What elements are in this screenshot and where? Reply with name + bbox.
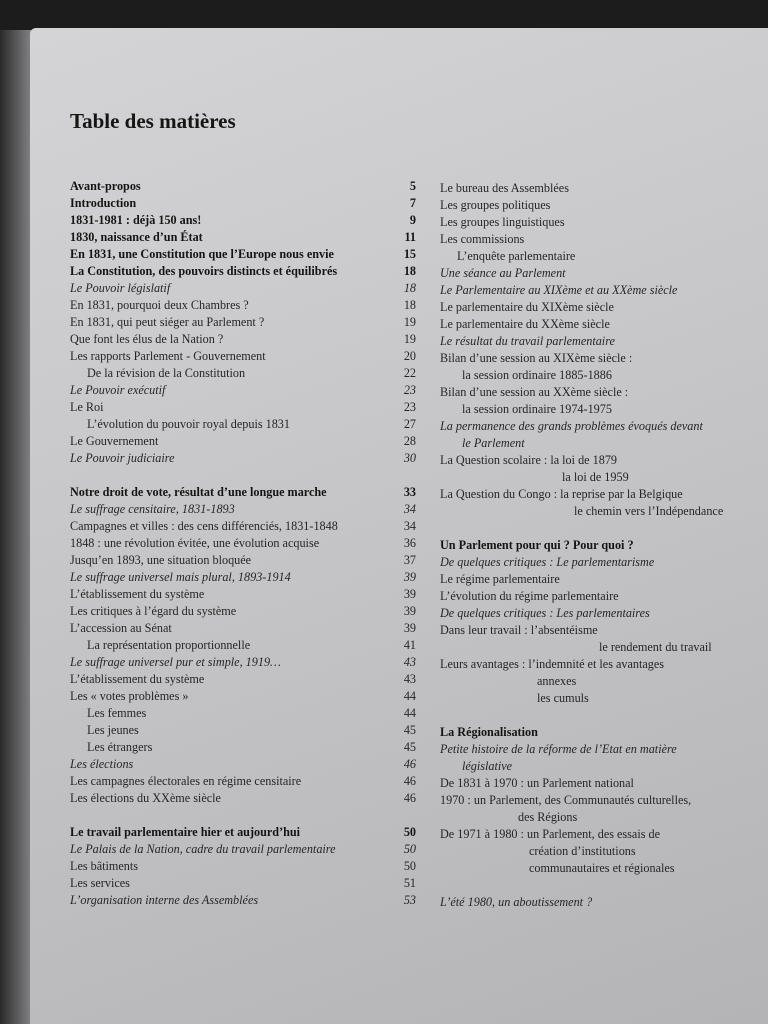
toc-entry-title: Le travail parlementaire hier et aujourd’hui (70, 825, 301, 839)
toc-entry (440, 554, 760, 571)
toc-page-number: 33 (403, 485, 416, 499)
toc-entry-title: Le régime parlementaire (440, 572, 560, 586)
toc-entry-title: Dans leur travail : l’absentéisme (440, 623, 598, 637)
toc-entry-title: Le Gouvernement (70, 434, 159, 448)
toc-entry (70, 603, 418, 620)
toc-entry (70, 773, 418, 790)
section-spacer (440, 707, 760, 724)
toc-page-number: 9 (409, 213, 416, 227)
toc-entry-title: 1970 : un Parlement, des Communautés culturelles, (440, 793, 692, 807)
toc-entry (440, 452, 760, 469)
toc-page-number: 34 (403, 502, 416, 516)
toc-entry-title: la session ordinaire 1974-1975 (462, 402, 612, 416)
toc-entry (70, 314, 418, 331)
toc-entry (440, 282, 760, 299)
toc-entry (440, 588, 760, 605)
toc-entry-title: Le Pouvoir judiciaire (70, 451, 175, 465)
toc-entry-title: Les élections du XXème siècle (70, 791, 221, 805)
toc-entry (70, 399, 418, 416)
toc-entry-title: Leurs avantages : l’indemnité et les avantages (440, 657, 665, 671)
toc-entry-title: les cumuls (537, 691, 589, 705)
toc-page-number: 28 (403, 434, 416, 448)
toc-page-number: 39 (403, 604, 416, 618)
toc-entry-title: annexes (537, 674, 577, 688)
section-spacer (70, 467, 418, 484)
toc-entry (70, 297, 418, 314)
toc-entry-title: De la révision de la Constitution (87, 366, 246, 380)
toc-entry (440, 367, 760, 384)
toc-entry-title: Le résultat du travail parlementaire (440, 334, 615, 348)
toc-page-number: 43 (403, 655, 416, 669)
toc-entry (440, 673, 760, 690)
toc-page-number: 50 (403, 859, 416, 873)
toc-page-number: 50 (403, 842, 416, 856)
toc-entry (440, 792, 760, 809)
toc-entry-title: La Régionalisation (440, 725, 538, 739)
toc-right-column (440, 180, 760, 911)
toc-entry-title: L’établissement du système (70, 587, 205, 601)
toc-page-number: 5 (409, 179, 416, 193)
toc-entry (70, 178, 418, 195)
toc-entry (440, 469, 760, 486)
toc-page-number: 20 (403, 349, 416, 363)
toc-entry (440, 316, 760, 333)
toc-entry (70, 654, 418, 671)
toc-page-number: 44 (403, 706, 416, 720)
toc-entry (70, 246, 418, 263)
toc-page-number: 34 (403, 519, 416, 533)
toc-entry (70, 722, 418, 739)
toc-entry (440, 605, 760, 622)
toc-entry (70, 688, 418, 705)
toc-page-number: 23 (403, 383, 416, 397)
toc-entry (440, 231, 760, 248)
toc-entry-title: L’évolution du régime parlementaire (440, 589, 619, 603)
toc-entry (440, 656, 760, 673)
toc-entry-title: De 1971 à 1980 : un Parlement, des essais de (440, 827, 661, 841)
toc-page-number: 18 (403, 281, 416, 295)
toc-entry-title: Le Parlementaire au XIXème et au XXème siècle (440, 283, 678, 297)
toc-entry-title: Le suffrage censitaire, 1831-1893 (70, 502, 235, 516)
toc-entry (440, 622, 760, 639)
toc-entry (440, 486, 760, 503)
toc-entry-title: L’évolution du pouvoir royal depuis 1831 (87, 417, 290, 431)
toc-entry (70, 841, 418, 858)
toc-entry (70, 824, 418, 841)
toc-entry-title: Introduction (70, 196, 137, 210)
toc-page-number: 51 (403, 876, 416, 890)
toc-entry-title: En 1831, qui peut siéger au Parlement ? (70, 315, 265, 329)
toc-entry-title: La Constitution, des pouvoirs distincts et équilibrés (70, 264, 338, 278)
toc-entry-title: Le parlementaire du XIXème siècle (440, 300, 614, 314)
toc-entry-title: La permanence des grands problèmes évoqués devant (440, 419, 703, 433)
toc-entry-title: le rendement du travail (599, 640, 712, 654)
toc-entry-title: création d’institutions (529, 844, 636, 858)
toc-entry-title: De quelques critiques : Le parlementarisme (440, 555, 655, 569)
toc-page-number: 36 (403, 536, 416, 550)
toc-entry (70, 518, 418, 535)
toc-entry-title: La représentation proportionnelle (87, 638, 251, 652)
toc-entry (440, 894, 760, 911)
toc-entry (70, 620, 418, 637)
toc-entry (70, 501, 418, 518)
toc-entry-title: Les femmes (87, 706, 147, 720)
toc-entry-title: Campagnes et villes : des cens différenciés, 1831-1848 (70, 519, 338, 533)
toc-entry-title: la session ordinaire 1885-1886 (462, 368, 612, 382)
toc-entry (440, 384, 760, 401)
toc-entry-title: L’organisation interne des Assemblées (70, 893, 259, 907)
toc-entry-title: Les bâtiments (70, 859, 139, 873)
toc-entry (70, 229, 418, 246)
toc-entry (70, 280, 418, 297)
toc-entry (440, 248, 760, 265)
toc-entry (440, 350, 760, 367)
toc-entry (70, 484, 418, 501)
toc-page-number: 30 (403, 451, 416, 465)
toc-entry (440, 860, 760, 877)
toc-entry (440, 690, 760, 707)
toc-page-number: 44 (403, 689, 416, 703)
toc-entry (70, 756, 418, 773)
toc-entry (70, 858, 418, 875)
toc-entry (70, 433, 418, 450)
toc-page-number: 39 (403, 587, 416, 601)
toc-entry (70, 348, 418, 365)
toc-entry (440, 639, 760, 656)
toc-entry-title: Le suffrage universel pur et simple, 1919… (70, 655, 281, 669)
toc-entry-title: 1830, naissance d’un État (70, 230, 203, 244)
toc-entry-title: Les groupes politiques (440, 198, 551, 212)
toc-entry (70, 790, 418, 807)
toc-page-number: 7 (409, 196, 416, 210)
toc-entry (70, 875, 418, 892)
toc-entry (70, 365, 418, 382)
toc-entry (440, 758, 760, 775)
section-spacer (440, 877, 760, 894)
toc-page-number: 18 (403, 298, 416, 312)
toc-entry (70, 382, 418, 399)
toc-entry-title: le chemin vers l’Indépendance (574, 504, 724, 518)
toc-page-number: 46 (403, 774, 416, 788)
toc-entry-title: Avant-propos (70, 179, 141, 193)
toc-entry-title: L’établissement du système (70, 672, 205, 686)
toc-entry-title: Petite histoire de la réforme de l’Etat en matière (440, 742, 677, 756)
toc-entry (70, 195, 418, 212)
toc-entry (70, 705, 418, 722)
toc-entry (440, 503, 760, 520)
toc-left-column (70, 178, 418, 909)
toc-entry-title: Le Roi (70, 400, 104, 414)
toc-entry (440, 809, 760, 826)
toc-page-number: 39 (403, 621, 416, 635)
toc-entry (70, 212, 418, 229)
toc-entry (70, 671, 418, 688)
toc-entry-title: Les « votes problèmes » (70, 689, 189, 703)
toc-page-number: 46 (403, 791, 416, 805)
toc-entry (440, 826, 760, 843)
toc-entry-title: La Question scolaire : la loi de 1879 (440, 453, 618, 467)
toc-entry-title: communautaires et régionales (529, 861, 675, 875)
toc-entry (440, 299, 760, 316)
toc-entry-title: Bilan d’une session au XIXème siècle : (440, 351, 633, 365)
toc-entry (70, 450, 418, 467)
toc-entry (70, 892, 418, 909)
toc-entry (440, 843, 760, 860)
toc-entry (440, 571, 760, 588)
toc-entry (70, 331, 418, 348)
toc-entry-title: L’accession au Sénat (70, 621, 172, 635)
toc-page-number: 43 (403, 672, 416, 686)
toc-entry (70, 535, 418, 552)
toc-entry (440, 197, 760, 214)
toc-entry-title: De 1831 à 1970 : un Parlement national (440, 776, 634, 790)
toc-entry-title: Un Parlement pour qui ? Pour quoi ? (440, 538, 634, 552)
toc-entry-title: Les services (70, 876, 130, 890)
toc-entry (440, 775, 760, 792)
toc-entry-title: Le parlementaire du XXème siècle (440, 317, 610, 331)
toc-entry (440, 537, 760, 554)
toc-page-number: 45 (403, 740, 416, 754)
toc-page-number: 19 (403, 315, 416, 329)
toc-page-number: 41 (403, 638, 416, 652)
toc-page-number: 39 (403, 570, 416, 584)
toc-entry-title: 1848 : une révolution évitée, une évolution acquise (70, 536, 320, 550)
toc-entry-title: la loi de 1959 (562, 470, 629, 484)
section-spacer (440, 520, 760, 537)
toc-entry-title: Le suffrage universel mais plural, 1893-1914 (70, 570, 291, 584)
toc-entry (440, 418, 760, 435)
toc-entry-title: législative (462, 759, 513, 773)
toc-entry (440, 333, 760, 350)
toc-page-number: 27 (403, 417, 416, 431)
page-title: Table des matières (70, 109, 236, 133)
toc-entry (70, 263, 418, 280)
toc-page-number: 53 (403, 893, 416, 907)
toc-entry-title: Le Pouvoir exécutif (70, 383, 166, 397)
toc-entry-title: Jusqu’en 1893, une situation bloquée (70, 553, 252, 567)
toc-page-number: 37 (403, 553, 416, 567)
toc-entry-title: La Question du Congo : la reprise par la Belgique (440, 487, 683, 501)
toc-page-number: 18 (403, 264, 416, 278)
toc-page-number: 46 (403, 757, 416, 771)
toc-entry-title: Bilan d’une session au XXème siècle : (440, 385, 629, 399)
toc-entry (440, 401, 760, 418)
toc-entry-title: Que font les élus de la Nation ? (70, 332, 224, 346)
toc-entry-title: Les élections (70, 757, 134, 771)
toc-entry-title: le Parlement (462, 436, 525, 450)
toc-entry (70, 416, 418, 433)
toc-entry (440, 724, 760, 741)
toc-entry-title: Le Palais de la Nation, cadre du travail parlementaire (70, 842, 336, 856)
toc-page-number: 19 (403, 332, 416, 346)
toc-entry (70, 637, 418, 654)
toc-entry-title: Les étrangers (87, 740, 153, 754)
toc-entry (70, 586, 418, 603)
toc-entry-title: Notre droit de vote, résultat d’une longue marche (70, 485, 327, 499)
toc-entry (440, 435, 760, 452)
toc-entry-title: En 1831, une Constitution que l’Europe nous envie (70, 247, 334, 261)
toc-entry-title: L’été 1980, un aboutissement ? (440, 895, 593, 909)
toc-entry-title: Les critiques à l’égard du système (70, 604, 237, 618)
toc-entry (70, 552, 418, 569)
toc-entry (70, 569, 418, 586)
toc-page-number: 15 (403, 247, 416, 261)
toc-entry-title: Le bureau des Assemblées (440, 181, 569, 195)
toc-entry (70, 739, 418, 756)
section-spacer (70, 807, 418, 824)
toc-page-number: 22 (403, 366, 416, 380)
toc-entry-title: Une séance au Parlement (440, 266, 566, 280)
toc-entry-title: Les campagnes électorales en régime censitaire (70, 774, 302, 788)
toc-entry (440, 214, 760, 231)
book-spine (0, 30, 34, 1024)
toc-entry-title: L’enquête parlementaire (457, 249, 576, 263)
toc-entry (440, 265, 760, 282)
toc-entry (440, 741, 760, 758)
toc-entry-title: des Régions (518, 810, 578, 824)
toc-entry-title: Les rapports Parlement - Gouvernement (70, 349, 266, 363)
toc-page-number: 50 (403, 825, 416, 839)
toc-page-number: 45 (403, 723, 416, 737)
toc-entry (440, 180, 760, 197)
toc-page-number: 23 (403, 400, 416, 414)
toc-page-number: 11 (404, 230, 416, 244)
toc-entry-title: En 1831, pourquoi deux Chambres ? (70, 298, 249, 312)
toc-entry-title: Les jeunes (87, 723, 139, 737)
toc-entry-title: De quelques critiques : Les parlementaires (440, 606, 650, 620)
toc-entry-title: 1831-1981 : déjà 150 ans! (70, 213, 202, 227)
toc-entry-title: Le Pouvoir législatif (70, 281, 171, 295)
toc-entry-title: Les commissions (440, 232, 525, 246)
toc-entry-title: Les groupes linguistiques (440, 215, 565, 229)
